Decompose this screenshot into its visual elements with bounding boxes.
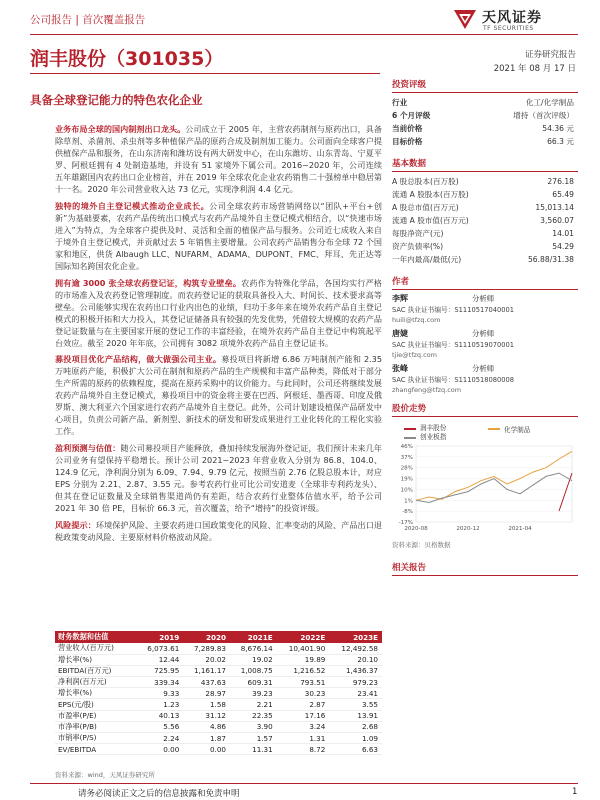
table-row: [55, 688, 382, 699]
report-body: [55, 123, 382, 548]
series-line: [416, 473, 572, 502]
basic-key: 一年内最高/最低(元): [392, 255, 462, 264]
analyst-cert: SAC 执业证书编号：S1110517040001: [392, 306, 514, 314]
basic-key: 流通 A 股市值(百万元): [392, 216, 469, 225]
table-cell: 19.89: [277, 654, 330, 665]
basic-value: 276.18: [547, 177, 574, 186]
company-title: 润丰股份（301035）: [30, 48, 224, 70]
legend-label: 润丰股份: [420, 424, 447, 432]
x-tick-label: 2020-08: [404, 526, 428, 532]
paragraph-4: [55, 353, 382, 437]
rating-key: 目标价格: [392, 137, 423, 146]
authors-title: 作者: [392, 275, 578, 290]
row-label: 市销率(P/S): [55, 733, 137, 744]
row-label: 市净率(P/B): [55, 721, 137, 732]
table-cell: 12.44: [137, 654, 184, 665]
analyst-block: [392, 363, 578, 396]
basic-value: 3,560.07: [540, 216, 574, 225]
table-cell: 0.00: [137, 744, 184, 755]
table-cell: 11.31: [230, 744, 277, 755]
table-cell: 979.23: [329, 677, 382, 688]
basic-key: 资产负债率(%): [392, 242, 444, 251]
chart-source: 资料来源：贝格数据: [392, 541, 451, 549]
basic-row: [392, 240, 578, 253]
tf-logo-icon: [452, 7, 478, 31]
table-cell: 9.33: [137, 688, 184, 699]
table-cell: 1.09: [329, 733, 382, 744]
basic-row: [392, 253, 578, 266]
legend-item: [404, 424, 446, 433]
table-cell: 13.91: [329, 710, 382, 721]
table-row: [55, 710, 382, 721]
row-label: 净利润(百万元): [55, 677, 137, 688]
analyst-role: 分析师: [472, 329, 495, 338]
header-cell: 财务数据和估值: [55, 631, 137, 643]
basic-row: [392, 175, 578, 188]
disclaimer-notice: 请务必阅读正文之后的信息披露和免责申明: [78, 789, 240, 799]
table-cell: 7,289.83: [183, 643, 230, 654]
y-tick-label: 1%: [404, 498, 413, 505]
analyst-block: [392, 293, 578, 326]
basic-row: [392, 214, 578, 227]
basic-row: [392, 227, 578, 240]
legend-label: 化学制品: [504, 425, 531, 434]
basic-key: 每股净资产(元): [392, 229, 444, 238]
stock-trend-chart: [392, 420, 578, 538]
rating-row: [392, 122, 578, 135]
analyst-role: 分析师: [472, 294, 495, 303]
row-label: 市盈率(P/E): [55, 710, 137, 721]
row-label: EPS(元/股): [55, 699, 137, 710]
lead-1: 业务布局全球的国内制剂出口龙头。: [55, 124, 186, 134]
legend-swatch: [404, 437, 416, 439]
report-category: 公司报告 | 首次覆盖报告: [30, 14, 146, 26]
lead-5: 盈利预测与估值：: [55, 443, 121, 454]
y-tick-label: -8%: [402, 509, 413, 516]
rating-row: [392, 135, 578, 148]
rating-key: 当前价格: [392, 124, 423, 133]
table-row: [55, 654, 382, 665]
header-cell: 2022E: [277, 631, 330, 643]
header-rule: [30, 34, 578, 35]
table-cell: 3.55: [329, 699, 382, 710]
text-3: 农药作为特殊化学品，各国均实行严格的市场准入及农药登记管理制度。而农药登记证的获取具备投入大、时间长、技术要求高等壁垒。公司能够实现在农药出口行业内出色的业绩，归功于多年来在境外农药产品自主登记模式的积极开拓和大力投入，其登记证储备具有较强的先发优势，凭借较大规模的农药产品登记证数量与在主要国家开展的登记工作的丰富经验，在境外农药产品自主登记中构筑起平台效应。截至 2020 年年底，公司拥有 3082 项境外农药产品自主登记证书。: [55, 277, 382, 348]
table-cell: 19.02: [230, 654, 277, 665]
table-cell: 4.86: [183, 721, 230, 732]
table-cell: 10,401.90: [277, 643, 330, 654]
sidebar: [392, 78, 578, 579]
basic-value: 15,013.14: [535, 203, 574, 212]
text-2: 公司全球农药市场营销网络以“团队+平台+创新”为基础要素，农药产品传统出口模式与农药产品境外自主登记模式相结合，以“快速市场进入”为特点，为全球客户提供及时、灵活和全面的植保产品与服务。公司近七成收入来自于境外自主登记模式，并贡献过去 5 年销售主要增量。公司农药产品销售分布全球 72 个国家和地区，供货 Albaugh LLC、NUFARM、ADAMA、DUPONT、FMC、拜耳、先正达等国际知名跨国农化企业。: [55, 200, 382, 271]
lead-3: 拥有逾 3000 张全球农药登记证，构筑专业壁垒。: [55, 277, 242, 288]
analyst-email[interactable]: zhangfeng@tfzq.com: [392, 386, 462, 394]
analyst-email[interactable]: tjie@tfzq.com: [392, 351, 437, 359]
row-label: 增长率(%): [55, 654, 137, 665]
analyst-email[interactable]: huili@tfzq.com: [392, 316, 441, 324]
paragraph-3: [55, 277, 382, 349]
text-1: 公司成立于 2005 年，主营农药制剂与原药出口，具备除草剂、杀菌剂、杀虫剂等多种植保产品的原药合成及制剂加工能力。公司面向全球客户提供植保产品和服务，在山东济南和潍坊设有两大研发中心，在山东潍坊、山东青岛、宁夏平罗、阿根廷拥有 4 处制造基地，并设有 51 家境外下属公司。2016~2020 年，公司连续五年雄踞国内农药出口企业榜首，并在 2019 年全球农化企业农药销售二十强榜单中稳居第十一名。2020 年公司营业收入达 73 亿元，实现净利润 4.4 亿元。: [55, 124, 382, 194]
table-cell: 2.87: [277, 699, 330, 710]
table-cell: 6.63: [329, 744, 382, 755]
logo-cn: 天风证券: [482, 10, 542, 26]
table-row: [55, 677, 382, 688]
rating-title: 投资评级: [392, 78, 578, 93]
header-cell: 2020: [183, 631, 230, 643]
header-cell: 2019: [137, 631, 184, 643]
plot-area: [416, 446, 572, 522]
basic-value: 56.88/31.38: [527, 255, 574, 264]
table-cell: 609.31: [230, 677, 277, 688]
table-row: [55, 643, 382, 654]
table-cell: 5.56: [137, 721, 184, 732]
title-rule: [30, 73, 380, 74]
row-label: 增长率(%): [55, 688, 137, 699]
table-cell: 23.41: [329, 688, 382, 699]
paragraph-5: [55, 442, 382, 514]
table-cell: 6,073.61: [137, 643, 184, 654]
table-cell: 1.58: [183, 699, 230, 710]
table-cell: 30.23: [277, 688, 330, 699]
paragraph-2: [55, 200, 382, 272]
text-6: 环境保护风险、主要农药进口国政策变化的风险、汇率变动的风险、产品出口退税政策变动风险、主要原材料价格波动风险。: [55, 519, 382, 542]
table-cell: 3.90: [230, 721, 277, 732]
basic-value: 65.49: [552, 190, 574, 199]
table-row: [55, 699, 382, 710]
paragraph-1: [55, 123, 382, 195]
row-label: 营业收入(百万元): [55, 643, 137, 654]
x-tick-label: 2021-04: [508, 526, 532, 532]
analyst-cert: SAC 执业证书编号：S1110518080008: [392, 376, 514, 384]
lead-4: 募投项目优化产品结构，做大做强公司主业。: [55, 354, 222, 365]
rating-value: 54.36 元: [542, 124, 574, 133]
table-cell: 39.23: [230, 688, 277, 699]
y-tick-label: 19%: [400, 476, 413, 483]
rating-key: 行业: [392, 98, 408, 107]
rating-value: 66.3 元: [547, 137, 574, 146]
analyst-name: 张峰: [392, 364, 408, 373]
rating-row: [392, 96, 578, 109]
rating-row: [392, 109, 578, 122]
table-cell: 31.12: [183, 710, 230, 721]
text-5: 随公司募投项目产能释放，叠加持续发展海外登记证，我们预计未来几年公司业务有望保持平稳增长。预计公司 2021~2023 年营业收入分别为 86.8、104.0、124.9 亿元，净利润分别为 6.09、7.94、9.79 亿元，按照当前 2.76 亿股总股本计，对应 EPS 分别为 2.21、2.87、3.55 元。参考农药行业可比公司安道麦（全球非专利药龙头）、但其在登记证数量及全球销售渠道尚仍有差距，结合农药行业整体估值水平，给予公司 2021 年 30 倍 PE，目标价 66.3 元，首次覆盖，给予“增持”的投资评级。: [55, 443, 382, 514]
table-cell: 1,161.17: [183, 665, 230, 676]
rating-key: 6 个月评级: [392, 111, 431, 120]
table-cell: 20.02: [183, 654, 230, 665]
basic-key: A 股总市值(百万元): [392, 203, 459, 212]
trend-title: 股价走势: [392, 402, 578, 417]
basic-row: [392, 188, 578, 201]
paragraph-6: [55, 519, 382, 543]
y-tick-label: 28%: [400, 465, 413, 472]
lead-6: 风险提示：: [55, 519, 96, 530]
basic-data-title: 基本数据: [392, 157, 578, 172]
header-cell: 2021E: [230, 631, 277, 643]
financial-table: [55, 631, 382, 755]
table-cell: 339.34: [137, 677, 184, 688]
table-cell: 22.35: [230, 710, 277, 721]
text-4: 募投项目将新增 6.86 万吨制剂产能和 2.35 万吨原药产能，积极扩大公司在制剂和原药产品的生产规模和丰富产品种类，降低对于部分生产所需的原药的依赖程度，提高在原药采购中的议价能力。与此同时，公司还将继续发展农药产品境外自主登记模式，募投项目中的资金将主要在巴西、阿根廷、墨西哥、印度及俄罗斯、澳大利亚六个国家进行农药产品境外自主登记。此外，公司计划建设植保产品研发中心项目，负责公司新产品、新剂型、新技术的研发和研发成果进行工业化转化的工程化实验工作。: [55, 354, 382, 437]
table-row: [55, 721, 382, 732]
related-title: 相关报告: [392, 561, 578, 576]
table-cell: 0.00: [183, 744, 230, 755]
basic-key: 流通 A 股股本(百万股): [392, 190, 469, 199]
legend-label: 创业板指: [420, 433, 447, 441]
table-cell: 725.95: [137, 665, 184, 676]
basic-row: [392, 201, 578, 214]
y-tick-label: -17%: [398, 520, 413, 526]
report-date: 2021 年 08 月 17 日: [493, 64, 576, 74]
table-cell: 17.16: [277, 710, 330, 721]
analyst-block: [392, 328, 578, 361]
legend-swatch: [404, 428, 416, 430]
footer-rule: [30, 783, 578, 784]
rating-value: 增持（首次评级）: [513, 111, 574, 120]
analyst-name: 唐婕: [392, 329, 408, 338]
header-cell: 2023E: [329, 631, 382, 643]
legend-swatch: [488, 428, 500, 430]
table-cell: 20.10: [329, 654, 382, 665]
table-cell: 1.57: [230, 733, 277, 744]
table-cell: 1,216.52: [277, 665, 330, 676]
row-label: EBITDA(百万元): [55, 665, 137, 676]
table-cell: 1,008.75: [230, 665, 277, 676]
table-row: [55, 665, 382, 676]
table-cell: 2.21: [230, 699, 277, 710]
basic-value: 14.01: [552, 229, 574, 238]
table-row: [55, 744, 382, 755]
analyst-cert: SAC 执业证书编号：S1110519070001: [392, 341, 514, 349]
analyst-role: 分析师: [472, 364, 495, 373]
legend-item: [404, 433, 446, 442]
table-cell: 793.51: [277, 677, 330, 688]
table-header-row: [55, 631, 382, 643]
table-cell: 12,492.58: [329, 643, 382, 654]
logo-en: TF SECURITIES: [483, 25, 534, 32]
table-cell: 1,436.37: [329, 665, 382, 676]
table-cell: 40.13: [137, 710, 184, 721]
basic-value: 54.29: [552, 242, 574, 251]
row-label: EV/EBITDA: [55, 744, 137, 755]
page-number: 1: [572, 787, 578, 797]
table-row: [55, 733, 382, 744]
chart-legend: [404, 424, 446, 442]
financial-table-body: [55, 643, 382, 755]
table-cell: 2.24: [137, 733, 184, 744]
y-tick-label: 46%: [400, 444, 413, 450]
table-cell: 8,676.14: [230, 643, 277, 654]
y-tick-label: 10%: [400, 487, 413, 494]
company-logo: [452, 5, 572, 35]
y-tick-label: 37%: [400, 454, 413, 461]
table-cell: 1.31: [277, 733, 330, 744]
analyst-name: 李辉: [392, 294, 408, 303]
table-source: 资料来源：wind，天风证券研究所: [55, 771, 155, 779]
report-subtitle: 具备全球登记能力的特色农化企业: [30, 93, 203, 107]
table-cell: 1.87: [183, 733, 230, 744]
legend-item: [488, 424, 530, 433]
table-cell: 8.72: [277, 744, 330, 755]
table-cell: 1.23: [137, 699, 184, 710]
lead-2: 独特的境外自主登记模式推动企业成长。: [55, 200, 210, 211]
report-type: 证券研究报告: [524, 50, 576, 60]
rating-value: 化工/化学制品: [525, 98, 574, 107]
table-cell: 3.24: [277, 721, 330, 732]
table-cell: 437.63: [183, 677, 230, 688]
table-cell: 28.97: [183, 688, 230, 699]
x-tick-label: 2020-12: [456, 526, 480, 532]
basic-key: A 股总股本(百万股): [392, 177, 459, 186]
table-cell: 2.68: [329, 721, 382, 732]
